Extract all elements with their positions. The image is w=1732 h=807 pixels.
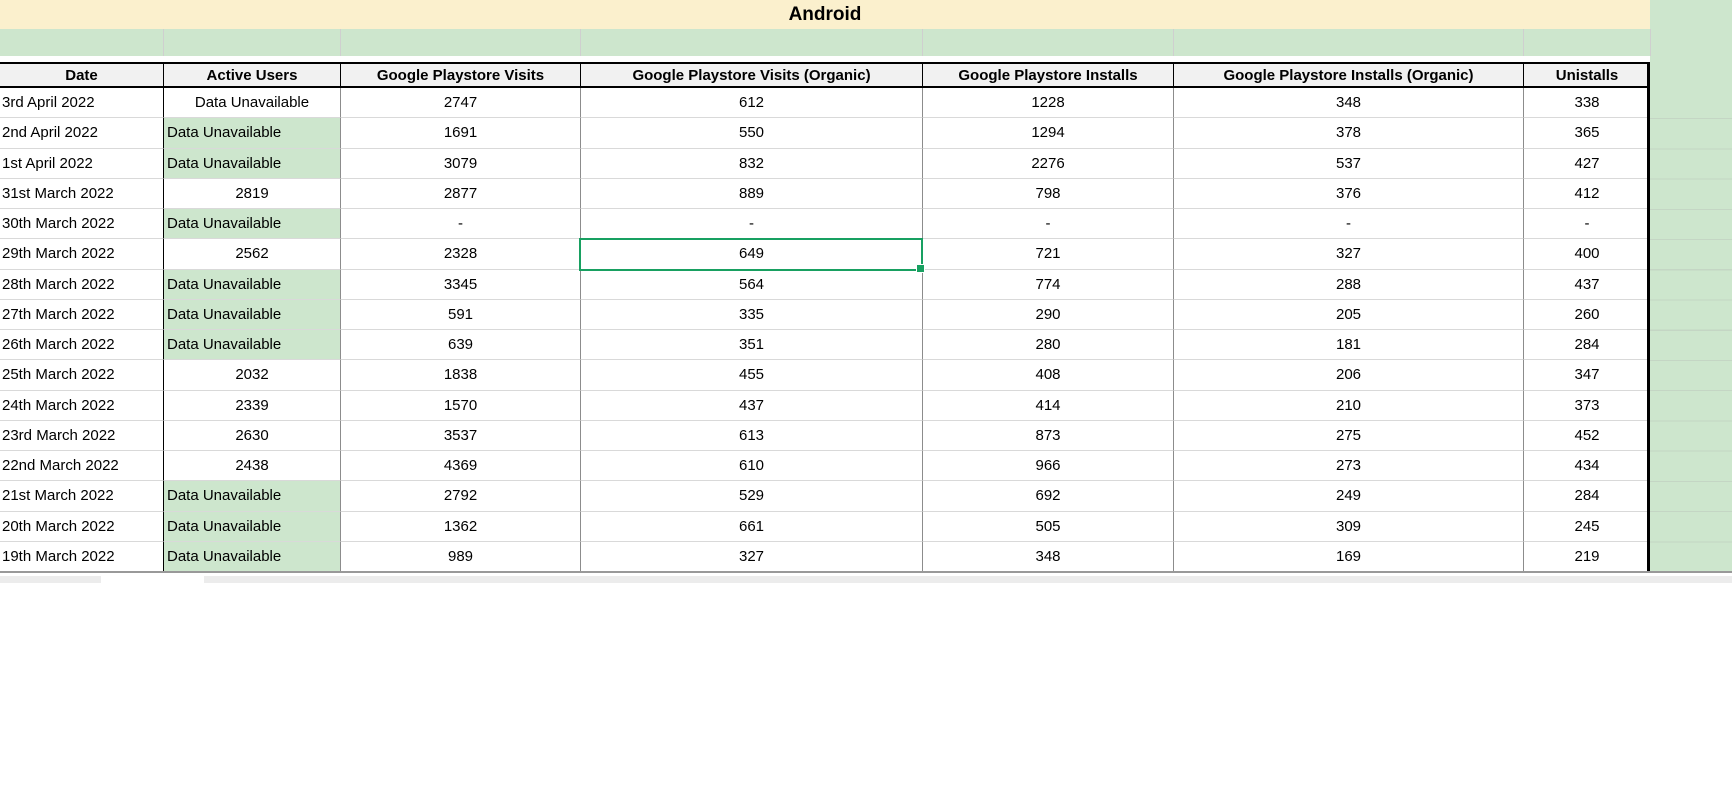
cell-visits_organic[interactable]: 529	[580, 481, 922, 511]
header-uninstalls[interactable]: Unistalls	[1523, 62, 1650, 88]
cell-visits[interactable]: 2877	[340, 179, 580, 209]
cell-active_users[interactable]: Data Unavailable	[163, 330, 340, 360]
cell-visits_organic[interactable]: -	[580, 209, 922, 239]
cell-active_users[interactable]: Data Unavailable	[163, 300, 340, 330]
cell-visits_organic[interactable]: 351	[580, 330, 922, 360]
cell-visits[interactable]: 3537	[340, 421, 580, 451]
cell-date[interactable]: 19th March 2022	[0, 542, 163, 572]
cell-installs[interactable]: 798	[922, 179, 1173, 209]
cell-installs_organic[interactable]: 275	[1173, 421, 1523, 451]
cell-visits_organic[interactable]: 327	[580, 542, 922, 572]
cell-uninstalls[interactable]: 338	[1523, 88, 1650, 118]
cell-visits_organic[interactable]: 564	[580, 270, 922, 300]
cell-installs_organic[interactable]: 205	[1173, 300, 1523, 330]
cell-date[interactable]: 31st March 2022	[0, 179, 163, 209]
cell-active_users[interactable]: Data Unavailable	[163, 270, 340, 300]
cell-active_users[interactable]: 2630	[163, 421, 340, 451]
cell-installs_organic[interactable]: 309	[1173, 512, 1523, 542]
cell-uninstalls[interactable]: 219	[1523, 542, 1650, 572]
cell-uninstalls[interactable]: 373	[1523, 391, 1650, 421]
header-visits_organic[interactable]: Google Playstore Visits (Organic)	[580, 62, 922, 88]
cell-installs_organic[interactable]: 249	[1173, 481, 1523, 511]
table-bottom-border	[0, 571, 1732, 573]
cell-visits_organic[interactable]: 613	[580, 421, 922, 451]
header-visits[interactable]: Google Playstore Visits	[340, 62, 580, 88]
table-right-border	[1647, 62, 1650, 572]
cell-date[interactable]: 28th March 2022	[0, 270, 163, 300]
cell-visits_organic[interactable]: 437	[580, 391, 922, 421]
header-date[interactable]: Date	[0, 62, 163, 88]
cell-visits_organic[interactable]: 455	[580, 360, 922, 390]
cell-visits[interactable]: 989	[340, 542, 580, 572]
cell-date[interactable]: 30th March 2022	[0, 209, 163, 239]
cell-date[interactable]: 20th March 2022	[0, 512, 163, 542]
cell-installs[interactable]: 966	[922, 451, 1173, 481]
cell-visits[interactable]: 1838	[340, 360, 580, 390]
cell-uninstalls[interactable]: 452	[1523, 421, 1650, 451]
cell-visits[interactable]: 2792	[340, 481, 580, 511]
cell-date[interactable]: 23rd March 2022	[0, 421, 163, 451]
cell-installs[interactable]: 873	[922, 421, 1173, 451]
green-band-row[interactable]	[0, 29, 1732, 56]
cell-visits[interactable]: -	[340, 209, 580, 239]
cell-installs_organic[interactable]: 378	[1173, 118, 1523, 148]
cell-visits_organic[interactable]: 610	[580, 451, 922, 481]
cell-date[interactable]: 1st April 2022	[0, 149, 163, 179]
cell-active_users[interactable]: 2819	[163, 179, 340, 209]
cell-uninstalls[interactable]: 427	[1523, 149, 1650, 179]
cell-active_users[interactable]: 2339	[163, 391, 340, 421]
cell-installs[interactable]: 408	[922, 360, 1173, 390]
cell-visits_organic[interactable]: 612	[580, 88, 922, 118]
cell-uninstalls[interactable]: 437	[1523, 270, 1650, 300]
cell-installs_organic[interactable]: -	[1173, 209, 1523, 239]
cell-active_users[interactable]: Data Unavailable	[163, 512, 340, 542]
cell-date[interactable]: 21st March 2022	[0, 481, 163, 511]
cell-uninstalls[interactable]: 412	[1523, 179, 1650, 209]
cell-installs_organic[interactable]: 376	[1173, 179, 1523, 209]
cell-visits_organic[interactable]: 661	[580, 512, 922, 542]
cell-installs_organic[interactable]: 169	[1173, 542, 1523, 572]
cell-visits[interactable]: 1362	[340, 512, 580, 542]
cell-installs[interactable]: 414	[922, 391, 1173, 421]
cell-active_users[interactable]: Data Unavailable	[163, 209, 340, 239]
cell-installs[interactable]: 505	[922, 512, 1173, 542]
header-active_users[interactable]: Active Users	[163, 62, 340, 88]
cell-installs[interactable]: 692	[922, 481, 1173, 511]
header-installs[interactable]: Google Playstore Installs	[922, 62, 1173, 88]
cell-visits[interactable]: 2747	[340, 88, 580, 118]
sheet-title: Android	[788, 3, 862, 25]
cell-uninstalls[interactable]: -	[1523, 209, 1650, 239]
cell-uninstalls[interactable]: 284	[1523, 481, 1650, 511]
grid-divider	[922, 29, 923, 56]
cell-active_users[interactable]: Data Unavailable	[163, 88, 340, 118]
cell-active_users[interactable]: Data Unavailable	[163, 118, 340, 148]
cell-installs[interactable]: 2276	[922, 149, 1173, 179]
title-corner-green-cell[interactable]	[1650, 0, 1732, 29]
header-installs_organic[interactable]: Google Playstore Installs (Organic)	[1173, 62, 1523, 88]
cell-date[interactable]: 2nd April 2022	[0, 118, 163, 148]
cell-installs_organic[interactable]: 206	[1173, 360, 1523, 390]
grid-divider	[1523, 29, 1524, 56]
cell-visits[interactable]: 4369	[340, 451, 580, 481]
cell-visits[interactable]: 3079	[340, 149, 580, 179]
cell-visits[interactable]: 591	[340, 300, 580, 330]
cell-installs_organic[interactable]: 348	[1173, 88, 1523, 118]
cell-installs_organic[interactable]: 181	[1173, 330, 1523, 360]
cell-installs_organic[interactable]: 273	[1173, 451, 1523, 481]
grid-divider	[1650, 29, 1651, 56]
cell-active_users[interactable]: 2438	[163, 451, 340, 481]
row-gridlines	[1650, 118, 1732, 573]
clipped-next-row	[0, 576, 101, 583]
cell-uninstalls[interactable]: 347	[1523, 360, 1650, 390]
cell-visits_organic[interactable]: 550	[580, 118, 922, 148]
cell-visits_organic[interactable]: 335	[580, 300, 922, 330]
cell-uninstalls[interactable]: 400	[1523, 239, 1650, 269]
cell-installs_organic[interactable]: 210	[1173, 391, 1523, 421]
cell-active_users[interactable]: Data Unavailable	[163, 149, 340, 179]
cell-date[interactable]: 24th March 2022	[0, 391, 163, 421]
clipped-next-row	[204, 576, 1732, 583]
cell-date[interactable]: 29th March 2022	[0, 239, 163, 269]
cell-active_users[interactable]: Data Unavailable	[163, 542, 340, 572]
cell-date[interactable]: 25th March 2022	[0, 360, 163, 390]
fill-handle[interactable]	[916, 264, 925, 273]
cell-installs[interactable]: 1228	[922, 88, 1173, 118]
cell-installs[interactable]: 721	[922, 239, 1173, 269]
cell-installs[interactable]: 348	[922, 542, 1173, 572]
cell-date[interactable]: 27th March 2022	[0, 300, 163, 330]
cell-installs[interactable]: 1294	[922, 118, 1173, 148]
cell-active_users[interactable]: Data Unavailable	[163, 481, 340, 511]
cell-uninstalls[interactable]: 434	[1523, 451, 1650, 481]
cell-uninstalls[interactable]: 365	[1523, 118, 1650, 148]
data-table	[0, 62, 1650, 572]
cell-installs[interactable]: 774	[922, 270, 1173, 300]
cell-visits_organic[interactable]: 889	[580, 179, 922, 209]
cell-date[interactable]: 22nd March 2022	[0, 451, 163, 481]
cell-uninstalls[interactable]: 260	[1523, 300, 1650, 330]
cell-uninstalls[interactable]: 284	[1523, 330, 1650, 360]
grid-divider	[580, 29, 581, 56]
cell-date[interactable]: 26th March 2022	[0, 330, 163, 360]
selection-box[interactable]	[579, 238, 923, 271]
cell-installs_organic[interactable]: 537	[1173, 149, 1523, 179]
sheet-title-cell[interactable]	[0, 0, 1650, 29]
cell-active_users[interactable]: 2032	[163, 360, 340, 390]
cell-uninstalls[interactable]: 245	[1523, 512, 1650, 542]
cell-visits[interactable]: 1691	[340, 118, 580, 148]
cell-installs_organic[interactable]: 327	[1173, 239, 1523, 269]
cell-visits[interactable]: 1570	[340, 391, 580, 421]
cell-visits_organic[interactable]: 649	[580, 239, 922, 269]
cell-visits[interactable]: 2328	[340, 239, 580, 269]
cell-active_users[interactable]: 2562	[163, 239, 340, 269]
grid-divider	[163, 29, 164, 56]
right-green-column[interactable]	[1650, 56, 1732, 573]
cell-visits[interactable]: 3345	[340, 270, 580, 300]
cell-visits_organic[interactable]: 832	[580, 149, 922, 179]
cell-installs_organic[interactable]: 288	[1173, 270, 1523, 300]
cell-installs[interactable]: 290	[922, 300, 1173, 330]
grid-divider	[1173, 29, 1174, 56]
cell-installs[interactable]: -	[922, 209, 1173, 239]
grid-divider	[340, 29, 341, 56]
cell-visits[interactable]: 639	[340, 330, 580, 360]
cell-date[interactable]: 3rd April 2022	[0, 88, 163, 118]
cell-installs[interactable]: 280	[922, 330, 1173, 360]
